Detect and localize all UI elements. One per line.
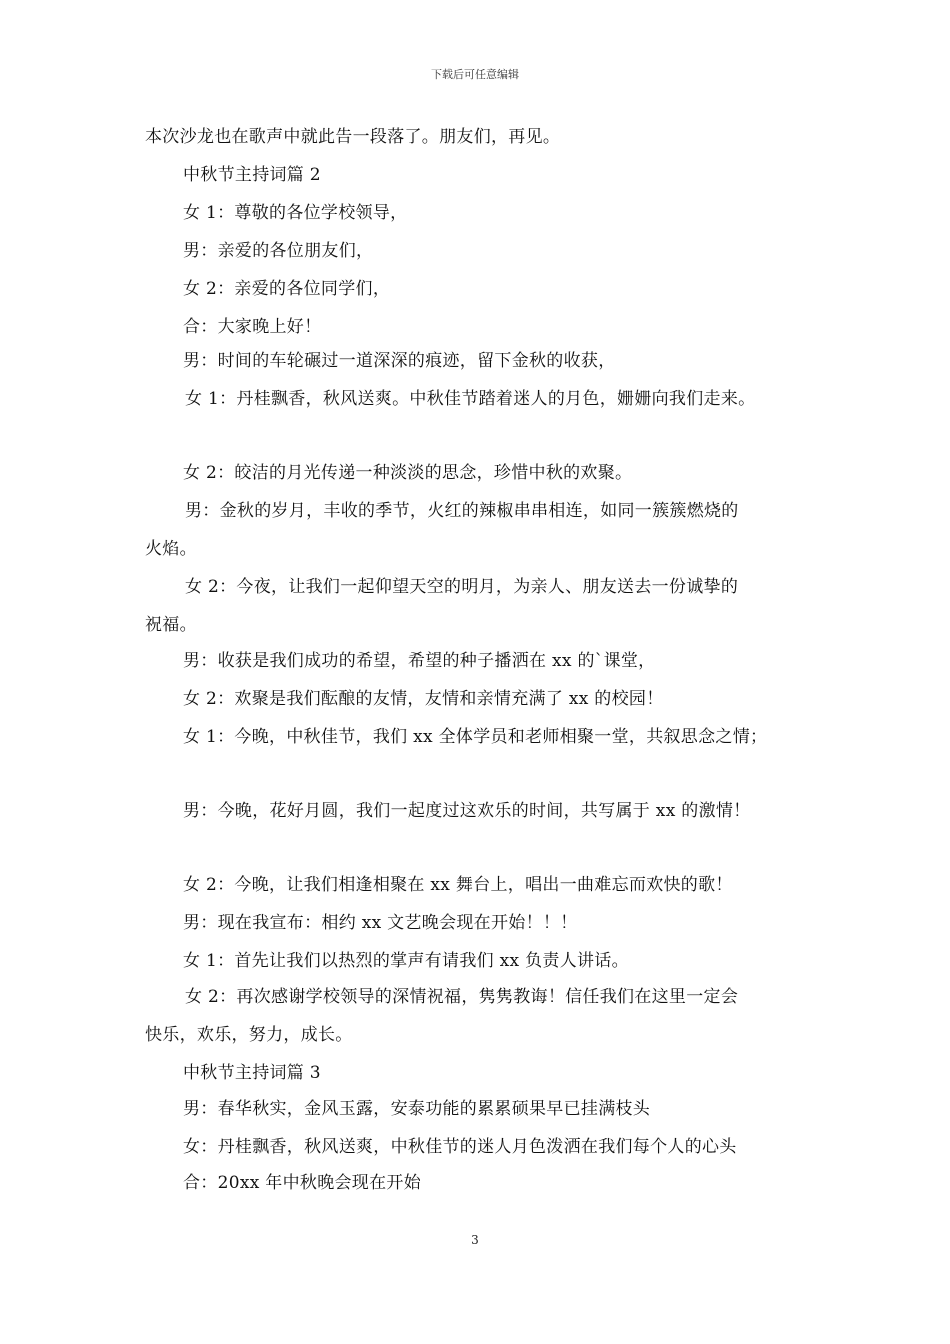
body-line: 女 1：尊敬的各位学校领导， — [183, 203, 408, 223]
body-line: 祝福。 — [145, 615, 197, 635]
body-line: 男：今晚，花好月圆，我们一起度过这欢乐的时间，共写属于 xx 的激情！ — [183, 801, 751, 821]
body-line: 女：丹桂飘香，秋风送爽，中秋佳节的迷人月色泼洒在我们每个人的心头 — [183, 1137, 737, 1157]
body-line: 合：大家晚上好！ — [183, 317, 322, 337]
body-line: 本次沙龙也在歌声中就此告一段落了。朋友们，再见。 — [145, 127, 561, 147]
body-line: 女 1：首先让我们以热烈的掌声有请我们 xx 负责人讲话。 — [183, 951, 629, 971]
body-line: 女 1：丹桂飘香，秋风送爽。中秋佳节踏着迷人的月色，姗姗向我们走来。 — [185, 389, 756, 409]
body-line: 合：20xx 年中秋晚会现在开始 — [183, 1173, 422, 1193]
body-line: 女 2：亲爱的各位同学们， — [183, 279, 391, 299]
body-line: 女 2：皎洁的月光传递一种淡淡的思念，珍惜中秋的欢聚。 — [183, 463, 633, 483]
body-line: 男：亲爱的各位朋友们， — [183, 241, 374, 261]
section-heading: 中秋节主持词篇 3 — [183, 1063, 321, 1083]
body-line: 女 1：今晚，中秋佳节，我们 xx 全体学员和老师相聚一堂，共叙思念之情； — [183, 727, 768, 747]
body-line: 女 2：欢聚是我们酝酿的友情，友情和亲情充满了 xx 的校园！ — [183, 689, 664, 709]
page-header: 下载后可任意编辑 — [431, 68, 519, 81]
section-heading: 中秋节主持词篇 2 — [183, 165, 321, 185]
body-line: 男：时间的车轮碾过一道深深的痕迹，留下金秋的收获， — [183, 351, 616, 371]
body-line: 男：金秋的岁月，丰收的季节，火红的辣椒串串相连，如同一簇簇燃烧的 — [185, 501, 739, 521]
body-line: 快乐，欢乐，努力，成长。 — [145, 1025, 353, 1045]
body-line: 男：现在我宣布：相约 xx 文艺晚会现在开始！！！ — [183, 913, 578, 933]
page-number: 3 — [471, 1233, 479, 1247]
body-line: 女 2：今晚，让我们相逢相聚在 xx 舞台上，唱出一曲难忘而欢快的歌！ — [183, 875, 733, 895]
body-line: 女 2：再次感谢学校领导的深情祝福，隽隽教诲！信任我们在这里一定会 — [185, 987, 739, 1007]
body-line: 男：春华秋实，金风玉露，安泰功能的累累硕果早已挂满枝头 — [183, 1099, 651, 1119]
body-line: 火焰。 — [145, 539, 197, 559]
body-line: 男：收获是我们成功的希望，希望的种子播洒在 xx 的`课堂， — [183, 651, 656, 671]
body-line: 女 2：今夜，让我们一起仰望天空的明月，为亲人、朋友送去一份诚挚的 — [185, 577, 739, 597]
